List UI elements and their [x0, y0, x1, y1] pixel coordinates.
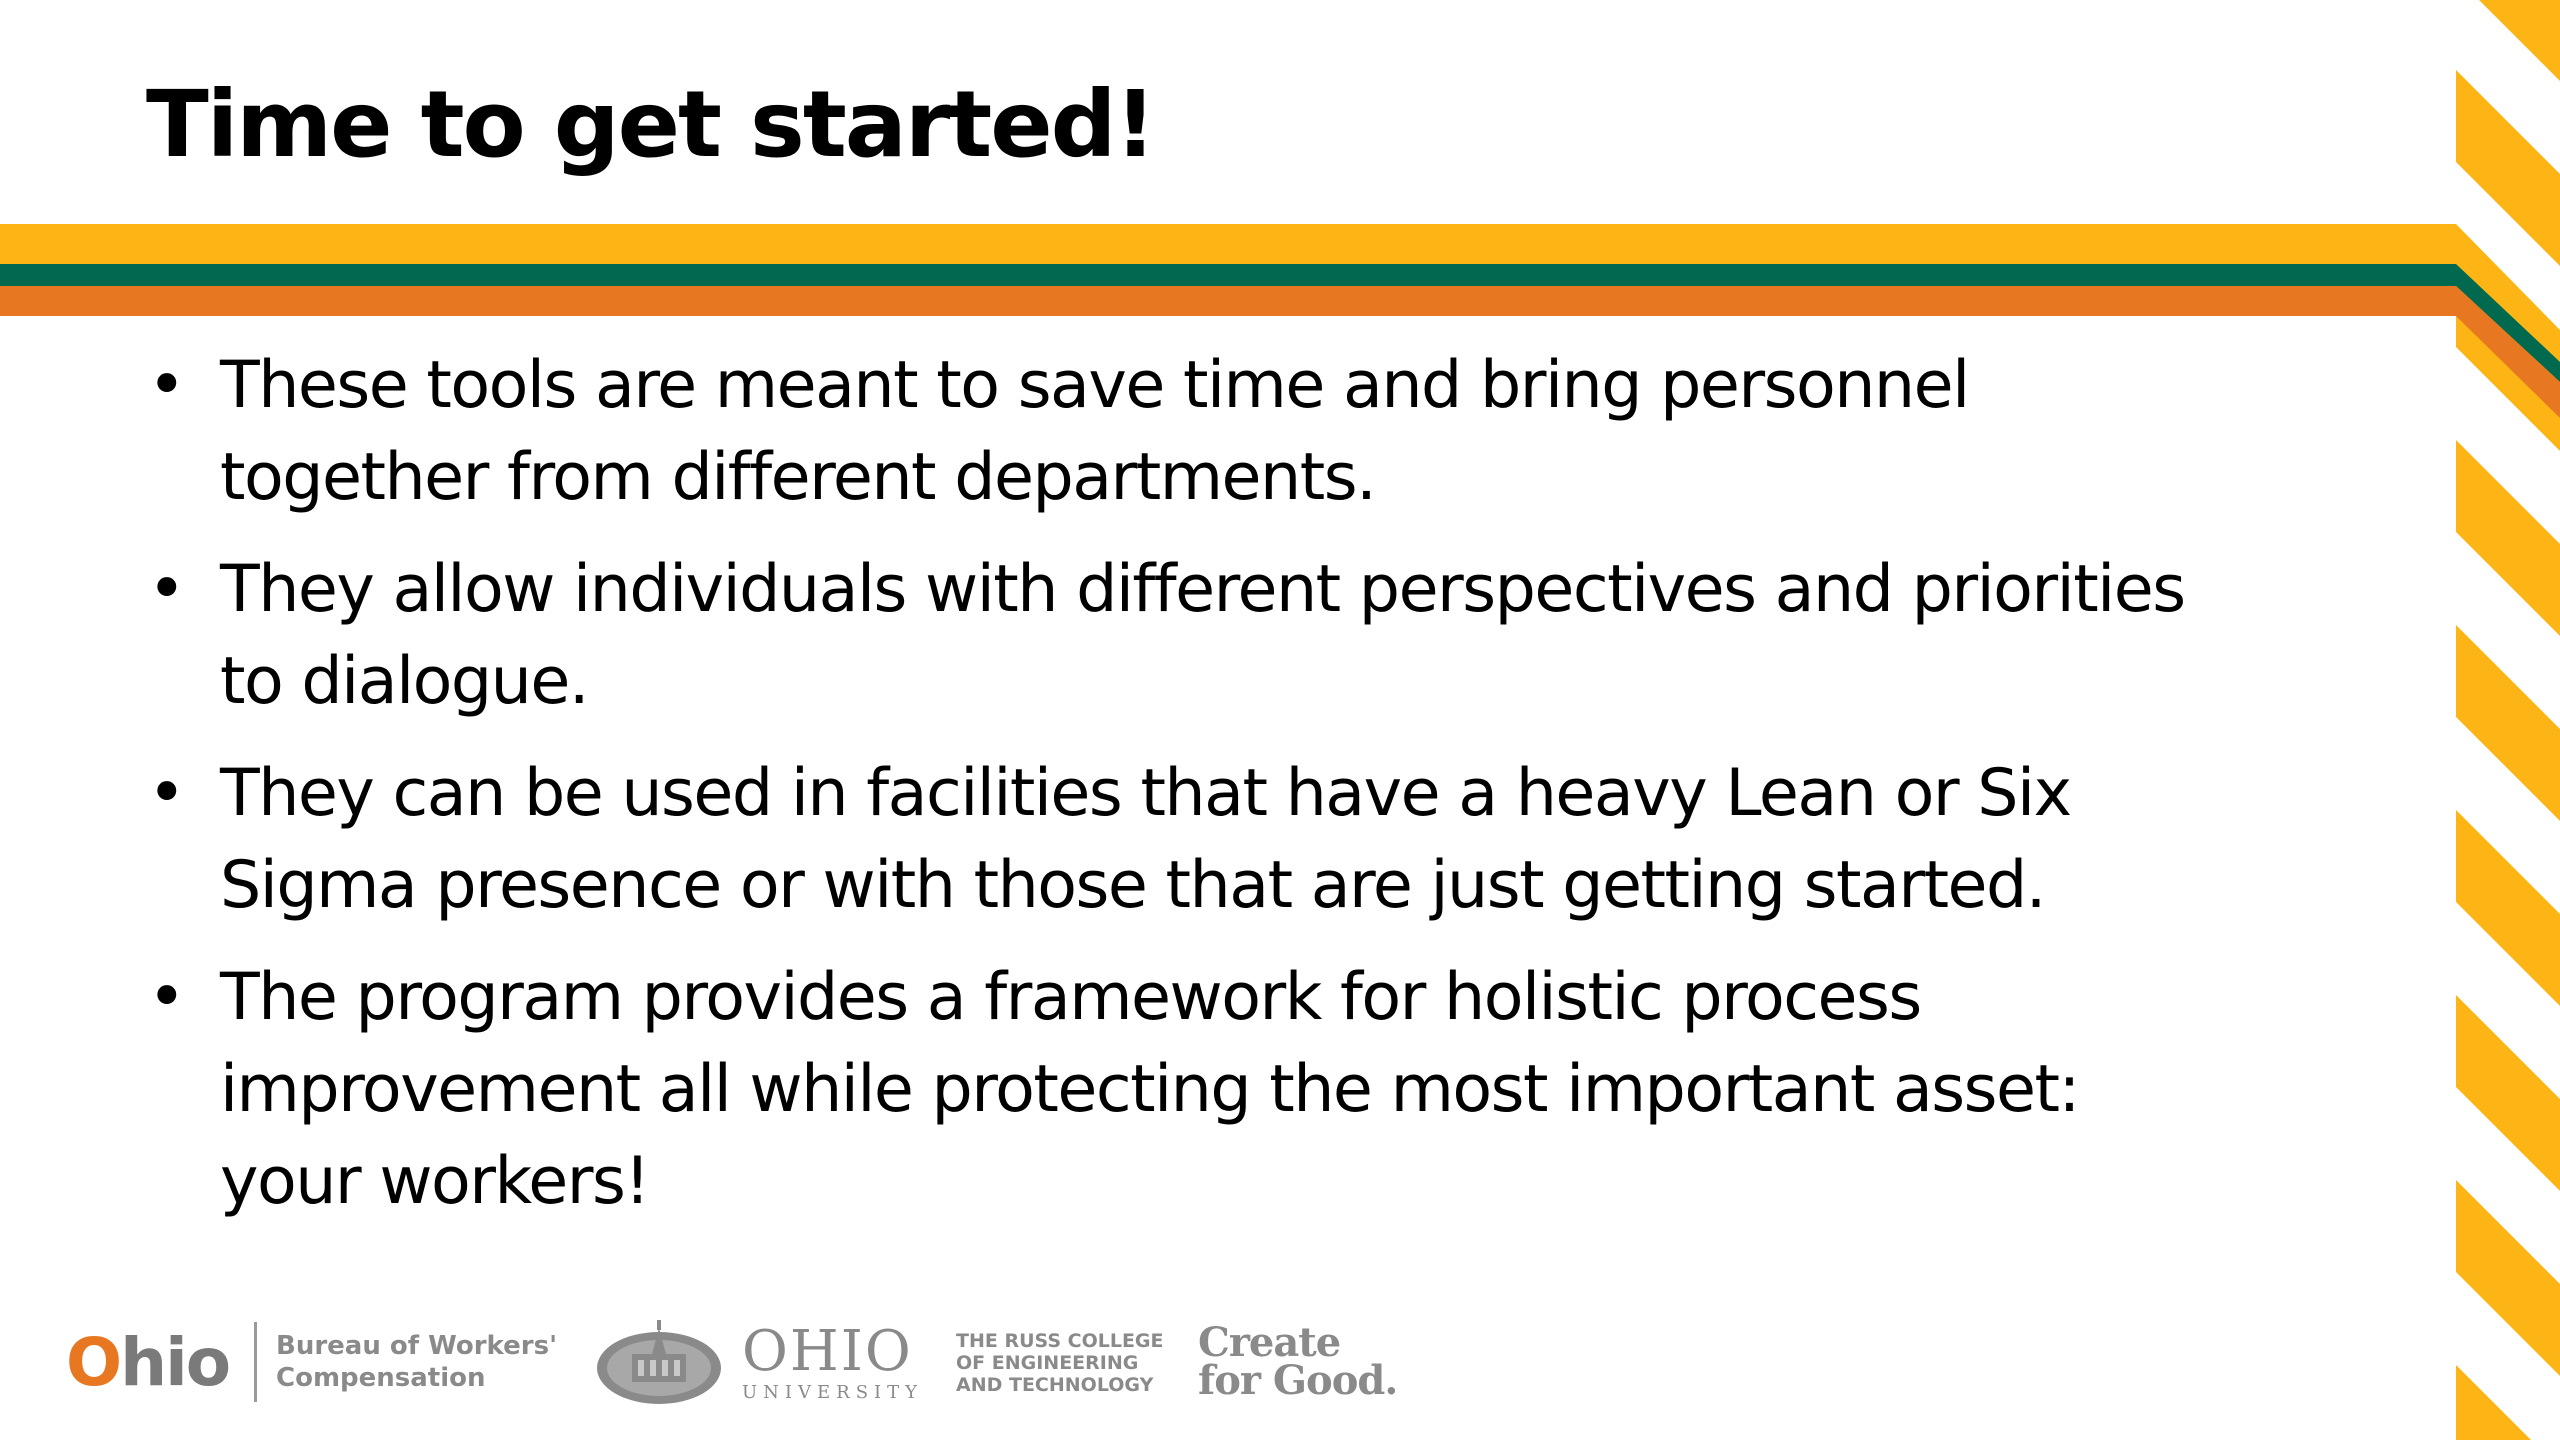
- bullet-line: They allow individuals with different perspectives and priorities: [220, 552, 2185, 627]
- russ-line-1: THE RUSS COLLEGE: [956, 1330, 1164, 1352]
- create-line-1: Create: [1198, 1319, 1341, 1366]
- diagonal-stripe: [2456, 995, 2560, 1191]
- bullet-list: [146, 340, 2436, 1248]
- ohio-logo: [66, 1324, 230, 1401]
- bullet-line: together from different departments.: [220, 440, 1376, 515]
- ohio-logo-rest: hio: [120, 1324, 230, 1401]
- bullet-line: These tools are meant to save time and bring personnel: [220, 348, 1969, 423]
- diagonal-stripe: [2456, 810, 2560, 1006]
- diagonal-stripes-right-edge: [2456, 0, 2560, 1440]
- diagonal-stripe: [2456, 1365, 2560, 1440]
- ohio-logo-o: O: [66, 1324, 121, 1401]
- footer-logos: [66, 1300, 1466, 1420]
- bullet-item: [146, 544, 2436, 728]
- bullet-dot-icon: •: [147, 348, 185, 423]
- bullet-dot-icon: •: [147, 960, 185, 1035]
- bullet-item: [146, 340, 2436, 524]
- logo-divider: [254, 1322, 257, 1402]
- ohio-university-seal-icon: [594, 1318, 724, 1406]
- slide-title: Time to get started!: [146, 71, 1155, 178]
- bwc-line-1: Bureau of Workers': [276, 1331, 558, 1361]
- create-for-good-logo: [1198, 1319, 1398, 1404]
- diagonal-stripe: [2456, 70, 2560, 266]
- create-line-2: for Good.: [1198, 1357, 1398, 1404]
- bullet-line: your workers!: [220, 1144, 649, 1219]
- ou-name: OHIO: [742, 1319, 913, 1384]
- bullet-item: [146, 952, 2436, 1228]
- bullet-line: They can be used in facilities that have a heavy Lean or Six: [220, 756, 2071, 831]
- bullet-line: improvement all while protecting the most important asset:: [220, 1052, 2079, 1127]
- diagonal-stripe: [2456, 1180, 2560, 1376]
- bullet-line: Sigma presence or with those that are just getting started.: [220, 848, 2045, 923]
- bullet-line: to dialogue.: [220, 644, 589, 719]
- ohio-university-wordmark: [742, 1319, 924, 1404]
- russ-line-3: AND TECHNOLOGY: [956, 1374, 1154, 1396]
- diagonal-stripe: [2456, 440, 2560, 636]
- bwc-line-2: Compensation: [276, 1363, 486, 1393]
- bwc-logo-text: [276, 1330, 557, 1394]
- diagonal-stripe: [2456, 625, 2560, 821]
- russ-college-logo-text: [956, 1330, 1164, 1396]
- ou-sub: UNIVERSITY: [742, 1382, 924, 1403]
- bullet-line: The program provides a framework for holistic process: [220, 960, 1921, 1035]
- bullet-dot-icon: •: [147, 756, 185, 831]
- bullet-item: [146, 748, 2436, 932]
- russ-line-2: OF ENGINEERING: [956, 1352, 1139, 1374]
- bullet-dot-icon: •: [147, 552, 185, 627]
- diagonal-stripe: [2456, 0, 2560, 81]
